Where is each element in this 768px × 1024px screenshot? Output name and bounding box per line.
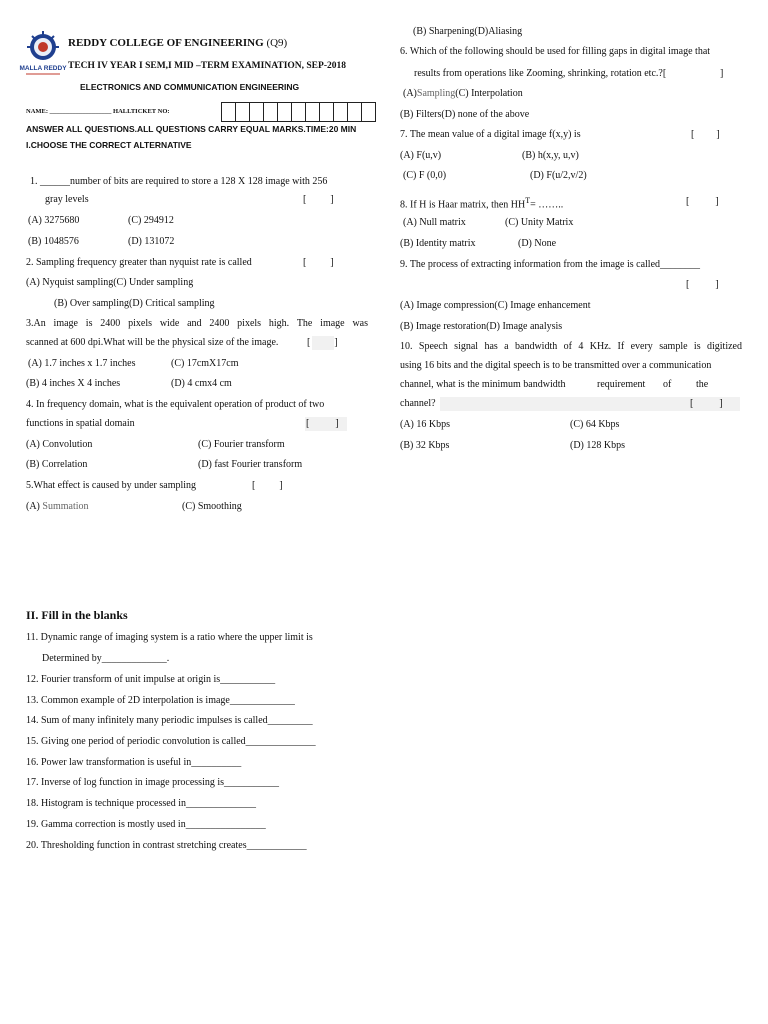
q6-text-cont: results from operations like Zooming, shrinking, rotation etc.?[	[414, 68, 667, 79]
q7-option-a: (A) F(u,v)	[400, 150, 442, 161]
fill-blank-item: 13. Common example of 2D interpolation is image_____________	[26, 695, 295, 706]
q4-option-b: (B) Correlation	[26, 459, 88, 470]
q10-text-cont5: the	[696, 379, 709, 390]
q3-answer-bracket[interactable]: [ ]	[307, 337, 338, 348]
q2-text: 2. Sampling frequency greater than nyquist rate is called	[26, 257, 252, 268]
section-one-title: I.CHOOSE THE CORRECT ALTERNATIVE	[26, 140, 192, 150]
q1-option-a: (A) 3275680	[28, 215, 80, 226]
department: ELECTRONICS AND COMMUNICATION ENGINEERING	[80, 82, 300, 92]
q3-option-b: (B) 4 inches X 4 inches	[26, 378, 121, 389]
q2-options-ac: (A) Nyquist sampling(C) Under sampling	[26, 277, 194, 288]
fill-blank-item: 15. Giving one period of periodic convolution is called______________	[26, 736, 316, 747]
q8-option-d: (D) None	[518, 238, 557, 249]
q10-option-a: (A) 16 Kbps	[400, 419, 450, 430]
q10-text-cont4: of	[663, 379, 672, 390]
q4-option-c: (C) Fourier transform	[198, 439, 285, 450]
q2-options-bd: (B) Over sampling(D) Critical sampling	[54, 298, 215, 309]
q10-option-b: (B) 32 Kbps	[400, 440, 450, 451]
q8-option-c: (C) Unity Matrix	[505, 217, 574, 228]
q1-option-c: (C) 294912	[128, 215, 174, 226]
q10-answer-bracket[interactable]: [ ]	[690, 398, 723, 409]
q9-answer-bracket[interactable]: [ ]	[686, 279, 719, 290]
fill-blank-item: 14. Sum of many infinitely many periodic impulses is called_________	[26, 715, 313, 726]
q6-answer-bracket-close[interactable]: ]	[720, 68, 724, 79]
q7-text: 7. The mean value of a digital image f(x,y) is	[400, 129, 581, 140]
q8-option-a: (A) Null matrix	[403, 217, 466, 228]
q3-option-c: (C) 17cmX17cm	[171, 358, 239, 369]
q10-text-cont6: channel?	[400, 398, 436, 409]
q9-options-bd: (B) Image restoration(D) Image analysis	[400, 321, 563, 332]
q10-text-cont2: channel, what is the minimum bandwidth	[400, 379, 566, 390]
section-two-title: II. Fill in the blanks	[26, 608, 128, 622]
q4-text-cont: functions in spatial domain	[26, 418, 135, 429]
q5-answer-bracket[interactable]: [ ]	[252, 480, 283, 491]
q6-text: 6. Which of the following should be used for filling gaps in digital image that	[400, 46, 711, 57]
fill-blank-item: 16. Power law transformation is useful in__________	[26, 757, 242, 768]
q4-text: 4. In frequency domain, what is the equivalent operation of product of two	[26, 399, 325, 410]
college-name: REDDY COLLEGE OF ENGINEERING (Q9)	[68, 37, 288, 49]
exam-title: TECH IV YEAR I SEM,I MID –TERM EXAMINATION, SEP-2018	[68, 61, 346, 71]
logo-text: MALLA REDDY	[19, 65, 67, 72]
q10-option-d: (D) 128 Kbps	[570, 440, 625, 451]
q7-answer-bracket[interactable]: [ ]	[691, 129, 720, 140]
q5-option-c: (C) Smoothing	[182, 501, 242, 512]
q3-option-a: (A) 1.7 inches x 1.7 inches	[28, 358, 136, 369]
fill-blank-item: 11. Dynamic range of imaging system is a ratio where the upper limit is	[26, 632, 313, 643]
q5-options-bd: (B) Sharpening(D)Aliasing	[413, 26, 523, 37]
fill-blank-item: 17. Inverse of log function in image processing is___________	[26, 777, 280, 788]
q1-text-cont: gray levels	[45, 194, 89, 205]
q8-option-b: (B) Identity matrix	[400, 238, 476, 249]
q10-option-c: (C) 64 Kbps	[570, 419, 620, 430]
q3-option-d: (D) 4 cmx4 cm	[171, 378, 232, 389]
fill-blank-item: 19. Gamma correction is mostly used in________________	[26, 819, 266, 830]
q9-options-ac: (A) Image compression(C) Image enhancement	[400, 300, 591, 311]
q1-answer-bracket[interactable]: [ ]	[303, 194, 334, 205]
q6-options-ac: (A)Sampling(C) Interpolation	[403, 88, 523, 99]
q4-answer-bracket[interactable]: [ ]	[306, 418, 339, 429]
fill-blank-item: 20. Thresholding function in contrast stretching creates____________	[26, 840, 307, 851]
hallticket-boxes[interactable]	[222, 102, 376, 122]
q9-text: 9. The process of extracting information from the image is called________	[400, 259, 701, 270]
fill-blank-item: 12. Fourier transform of unit impulse at origin is___________	[26, 674, 276, 685]
q1-option-b: (B) 1048576	[28, 236, 79, 247]
q10-text-cont: using 16 bits and the digital speech is to be transmitted over a communication	[400, 360, 712, 371]
fill-blank-item: Determined by_____________.	[42, 653, 170, 664]
fill-blank-item: 18. Histogram is technique processed in______________	[26, 798, 256, 809]
college-logo	[18, 30, 68, 78]
q7-option-c: (C) F (0,0)	[403, 170, 447, 181]
q2-answer-bracket[interactable]: [ ]	[303, 257, 334, 268]
q1-option-d: (D) 131072	[128, 236, 175, 247]
q5-option-a: (A) Summation	[26, 501, 89, 512]
name-hallticket-label: NAME: ___________________ HALLTICKET NO:	[26, 108, 170, 115]
q3-text: 3.An image is 2400 pixels wide and 2400 pixels high. The image was	[26, 318, 368, 329]
q7-option-d: (D) F(u/2,v/2)	[530, 170, 587, 181]
q4-option-d: (D) fast Fourier transform	[198, 459, 303, 470]
q3-text-cont: scanned at 600 dpi.What will be the physical size of the image.	[26, 337, 279, 348]
q10-text: 10. Speech signal has a bandwidth of 4 KHz. If every sample is digitized	[400, 341, 742, 352]
instructions: ANSWER ALL QUESTIONS.ALL QUESTIONS CARRY EQUAL MARKS.TIME:20 MIN	[26, 124, 357, 134]
q8-text: 8. If H is Haar matrix, then $HH^T=$ ……..	[400, 196, 564, 211]
q5-text: 5.What effect is caused by under sampling	[26, 480, 197, 491]
question-paper-code: (Q9)	[266, 37, 288, 49]
q4-option-a: (A) Convolution	[26, 439, 93, 450]
q8-answer-bracket[interactable]: [ ]	[686, 196, 719, 207]
q7-option-b: (B) h(x,y, u,v)	[522, 150, 579, 161]
q6-options-bd: (B) Filters(D) none of the above	[400, 109, 530, 120]
q10-text-cont3: requirement	[597, 379, 646, 390]
q1-text: 1. ______number of bits are required to store a 128 X 128 image with 256	[30, 176, 328, 187]
